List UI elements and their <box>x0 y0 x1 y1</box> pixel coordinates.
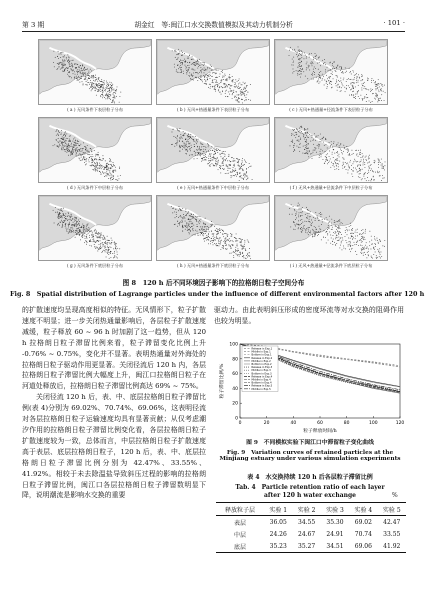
legend-label: Release in Exp.2 <box>251 356 273 360</box>
legend-label: Middle in Exp.1 <box>251 350 271 354</box>
y-tick-label: 100 <box>229 342 238 348</box>
x-axis-label: 粒子释放时间/h <box>303 429 337 434</box>
table-cell: 35.27 <box>298 542 316 550</box>
legend <box>242 346 278 391</box>
legend-label: Middle in Exp.3 <box>251 369 271 373</box>
y-tick-label: 0 <box>235 416 238 422</box>
legend-label: Bottom in Exp.2 <box>251 363 272 366</box>
figure-8-caption-cn: 图 8 120 h 后不同环境因子影响下的拉格朗日粒子空间分布 <box>122 279 305 287</box>
running-header <box>22 19 405 32</box>
figure-8-panel <box>156 117 270 193</box>
legend-label: Middle in Exp.4 <box>251 378 271 382</box>
body-paragraph: 关闭径流 120 h 后，表、中、底层拉格朗日粒子滞留比例(表 4)分别为 69.02%、70.74%、69.06%，这表明径流对各层拉格朗日粒子运输速度均具有显著贡献；从仅考虑潮汐作用的拉格朗日粒子滞留比例变化看，各层拉格朗日粒子扩散速度较为一致，总体而言，中层拉格朗日粒子扩散速度高于表层、底层拉格朗日粒子，120 h 后，表、中、底层拉格朗日粒子滞留比例分别为 42.47%、33.55%、41.92%。相较于未去除温盐导致斜压过程的影响的拉格朗日粒子滞留比例，闽江口各层拉格朗日粒子滞留数明显下降，说明潮流是影响水交换的重要 <box>22 393 206 500</box>
table-4-unit: % <box>392 492 398 499</box>
figure-8-panel <box>156 195 270 271</box>
table-row <box>216 516 406 529</box>
figure-9-caption-cn: 图 9 不同模拟实验下闽江口中滞留粒子变化曲线 <box>246 440 374 446</box>
column-header: 释放粒子层 <box>225 506 256 514</box>
panel-caption: ( i ) 无风+热通量+径流条件下底层粒子分布 <box>289 263 373 268</box>
left-column <box>22 305 206 501</box>
table-cell: 42.47 <box>383 518 401 526</box>
y-tick-label: 40 <box>232 386 238 392</box>
legend-label: Bottom in Exp.1 <box>251 353 272 357</box>
table-cell: 24.67 <box>298 530 316 538</box>
y-axis-label: 粒子滞留比例/% <box>220 363 225 399</box>
legend-label: Middle in Exp.5 <box>251 387 271 391</box>
column-header: 实验 3 <box>326 506 344 514</box>
particle-map <box>274 39 388 105</box>
table-cell: 中层 <box>234 531 247 539</box>
table-cell: 35.23 <box>269 542 287 550</box>
table-cell: 33.55 <box>383 530 401 538</box>
column-header: 实验 4 <box>354 506 373 514</box>
table-cell: 24.91 <box>326 530 344 538</box>
legend-label: Release in Exp.4 <box>251 375 273 379</box>
figure-8-grid <box>38 39 388 273</box>
particle-map <box>274 195 388 261</box>
table-cell: 34.55 <box>298 518 316 526</box>
legend-label: Bottom in Exp.4 <box>251 381 272 385</box>
legend-label: Release in Exp.1 <box>251 347 273 351</box>
particle-map <box>38 39 152 105</box>
particle-map <box>156 117 270 183</box>
particle-map <box>274 117 388 183</box>
table-cell: 表层 <box>234 519 247 527</box>
particle-map <box>156 39 270 105</box>
particle-map <box>156 195 270 261</box>
figure-9-chart <box>218 340 404 434</box>
table-row <box>216 540 406 553</box>
figure-8-panel <box>38 195 152 271</box>
running-title: 胡金红 等:闽江口水交换数值模拟及其动力机制分析 <box>134 21 293 29</box>
page-number: · 101 · <box>383 19 405 27</box>
table-cell: 35.30 <box>326 518 344 526</box>
figure-9-caption-en: Fig. 9 Variation curves of retained particles at the <box>226 450 394 456</box>
retention-table <box>216 502 406 553</box>
legend-label: Release in Exp.3 <box>251 366 273 370</box>
table-cell: 70.74 <box>354 530 372 538</box>
x-tick-label: 120 <box>395 421 404 426</box>
column-header: 实验 5 <box>382 506 401 514</box>
column-header: 实验 2 <box>297 506 316 514</box>
x-tick-label: 40 <box>290 421 297 426</box>
panel-caption: ( c ) 无风+热通量+径流条件下表层粒子分布 <box>289 107 373 112</box>
table-cell: 36.05 <box>269 518 287 526</box>
table-header-row <box>216 503 406 516</box>
figure-8-panel <box>38 117 152 193</box>
figure-8-panel <box>274 39 388 115</box>
table-cell: 底层 <box>234 543 247 551</box>
figure-9-caption-en-line2: Minjiang estuary under various simulation experiments <box>219 456 401 462</box>
legend-label: Release in Exp.5 <box>251 384 273 388</box>
y-tick-label: 20 <box>232 401 238 407</box>
table-cell: 41.92 <box>383 542 401 550</box>
panel-caption: ( f ) 无风+热通量+径流条件下中层粒子分布 <box>289 185 373 190</box>
particle-map <box>38 195 152 261</box>
panel-caption: ( h ) 无风+热通量条件下底层粒子分布 <box>176 263 250 268</box>
table-4-caption-en-line2: after 120 h water exchange <box>264 492 356 499</box>
table-4-caption-cn: 表 4 水交换持续 120 h 后各层粒子滞留比例 <box>247 474 373 481</box>
legend-label: Middle in Exp.2 <box>251 359 271 363</box>
right-column-text <box>214 305 404 327</box>
column-header: 实验 1 <box>269 506 288 514</box>
table-cell: 34.51 <box>326 542 344 550</box>
table-cell: 24.26 <box>269 530 287 538</box>
legend-label: Bottom in Exp.3 <box>251 372 272 376</box>
figure-8-panel <box>274 195 388 271</box>
x-tick-label: 100 <box>369 421 378 426</box>
x-tick-label: 20 <box>263 421 270 426</box>
y-tick-label: 80 <box>232 357 238 363</box>
table-row <box>216 528 406 540</box>
figure-8-panel <box>38 39 152 115</box>
figure-8-panel <box>274 117 388 193</box>
panel-caption: ( d ) 无风条件下中层粒子分布 <box>66 185 123 190</box>
x-tick-label: 60 <box>317 421 323 426</box>
table-cell: 69.02 <box>354 518 372 526</box>
figure-8-panel <box>156 39 270 115</box>
panel-caption: ( e ) 无风+热通量条件下中层粒子分布 <box>177 185 249 190</box>
x-tick-label: 0 <box>238 421 242 426</box>
x-tick-label: 80 <box>343 421 350 426</box>
table-cell: 69.06 <box>354 542 372 550</box>
figure-8-caption-en: Fig. 8 Spatial distribution of Lagrange particles under the influence of different environmental factors after 120 h <box>10 290 425 298</box>
panel-caption: ( g ) 无风条件下底层粒子分布 <box>66 263 123 268</box>
issue-number: 第 3 期 <box>22 21 45 29</box>
table-4-caption-en: Tab. 4 Particle retention ratio of each layer <box>235 484 385 491</box>
particle-map <box>38 117 152 183</box>
body-paragraph: 的扩散速度均呈现高度相似的特征。无风情形下，粒子扩散速度不明显；进一步关闭热通量影响后，各层粒子扩散速度减缓，粒子释放 60 ~ 96 h 时加剧了这一趋势，但从 120 h 拉格朗日粒子滞留比例来看，粒子滞留变化比例上升 -0.76% ~ 0.75%，变化并不显著。表明热通量对外海处的拉格朗日粒子驱动作用更显著。关闭径流后 120 h 内，各层拉格朗日粒子滞留比例大幅度上升，闽江口拉格朗日粒子在河道处释放后，拉格朗日粒子滞留比例高达 69% ~ 75%。 <box>22 306 206 391</box>
panel-caption: ( a ) 无风条件下表层粒子分布 <box>67 107 123 112</box>
body-paragraph: 驱动力。由此表明斜压形成的密度环流等对水交换的阻碍作用也较为明显。 <box>214 306 404 325</box>
y-tick-label: 60 <box>232 372 238 378</box>
panel-caption: ( b ) 无风+热通量条件下表层粒子分布 <box>176 107 250 112</box>
